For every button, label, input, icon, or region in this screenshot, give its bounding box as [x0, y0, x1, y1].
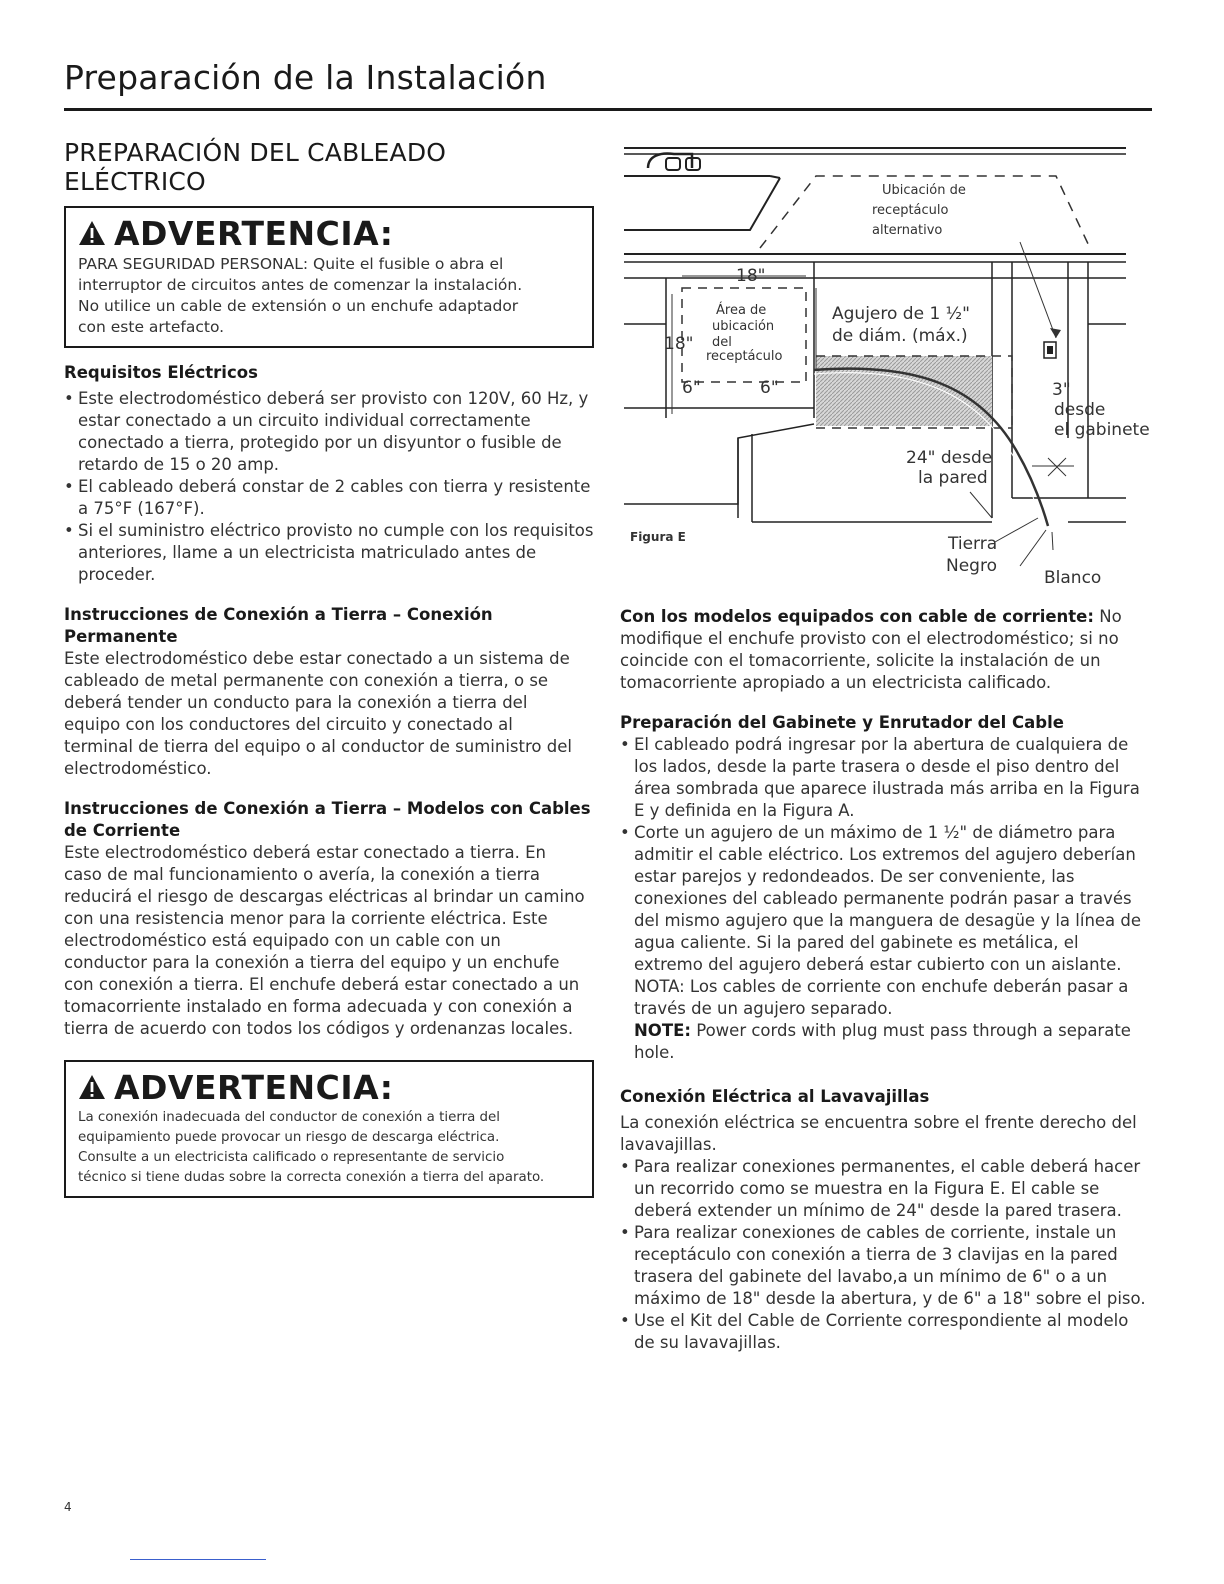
warning-triangle-icon — [78, 1074, 106, 1100]
warning-title: ADVERTENCIA: — [114, 1067, 394, 1107]
list-item: • Este electrodoméstico deberá ser provisto con 120V, 60 Hz, y estar conectado a un circuito individual correctamente conectado a tierra, protegido por un disyuntor o fusible de retardo de 15 o 20 amp. — [64, 388, 594, 476]
list-item: • El cableado podrá ingresar por la abertura de cualquiera de los lados, desde la parte trasera o desde el piso dentro del área sombrada que aparece ilustrada más arriba en la Figura E y definida en la Figura A. — [620, 734, 1150, 822]
dim-6-right: 6" — [760, 378, 779, 398]
conexion-heading: Conexión Eléctrica al Lavavajillas — [620, 1087, 930, 1106]
conexion-text: La conexión eléctrica se encuentra sobre el frente derecho del lavavajillas. — [620, 1113, 1137, 1154]
white-wire-label: Blanco — [1044, 568, 1102, 588]
warning-title: ADVERTENCIA: — [114, 213, 394, 253]
wall-distance-label-2: la pared — [918, 468, 988, 488]
list-item: • Para realizar conexiones de cables de corriente, instale un receptáculo con conexión a tierra de 3 clavijas en la pared trasera del gabinete del lavabo,a un mínimo de 6" o a un máximo de 18" desde la abertura, y de 6" a 18" sobre el piso. — [620, 1222, 1150, 1310]
alt-receptacle-label-2: receptáculo — [872, 203, 949, 218]
dim-6-left: 6" — [682, 378, 701, 398]
page-title: Preparación de la Instalación — [64, 58, 547, 97]
area-label-4: receptáculo — [706, 349, 783, 364]
area-label-1: Área de — [716, 303, 767, 318]
note-text: Power cords with plug must pass through a separate hole. — [634, 1021, 1131, 1062]
dim-18-side: 18" — [664, 334, 694, 354]
hole-label-1: Agujero de 1 ½" — [832, 304, 970, 324]
list-item: • Corte un agujero de un máximo de 1 ½" de diámetro para admitir el cable eléctrico. Los extremos del agujero deberían estar parejos y redondeados. De ser conveniente, las conexiones del cableado permanente podrán pasar a través del mismo agujero que la manguera de desagüe y la línea de agua caliente. Si la pared del gabinete es metálica, el extremo del agujero deberá estar cubierto con un aislante. NOTA: Los cables de corriente con enchufe deberán pasar a través de un agujero separado. — [620, 822, 1150, 1020]
area-label-2: ubicación — [712, 319, 775, 334]
modelos-lead: Con los modelos equipados con cable de corriente: — [620, 607, 1094, 626]
modelos-text: No modifique el enchufe provisto con el electrodoméstico; si no coincide con el tomacorriente, solicite la instalación de un tomacorriente apropiado a un electricista calificado. — [620, 607, 1122, 692]
figure-caption: Figura E — [630, 530, 686, 544]
conexion-list — [620, 1156, 1150, 1354]
warning-text: PARA SEGURIDAD PERSONAL: Quite el fusible o abra el interruptor de circuitos antes de comenzar la instalación. No utilice un cable de extensión o un enchufe adaptador con este artefacto. — [78, 255, 523, 336]
section-title: PREPARACIÓN DEL CABLEADO ELÉCTRICO — [64, 138, 447, 196]
warning-box-grounding — [64, 1060, 594, 1198]
cabinet-distance-label-3: el gabinete — [1054, 420, 1150, 440]
permanente-heading: Instrucciones de Conexión a Tierra – Conexión Permanente — [64, 605, 493, 646]
gabinete-list — [620, 734, 1150, 1020]
area-label-3: del — [712, 335, 732, 350]
wall-distance-label-1: 24" desde — [906, 448, 993, 468]
gabinete-note — [620, 1020, 1150, 1064]
alt-receptacle-label-1: Ubicación de — [882, 183, 966, 198]
black-wire-label: Negro — [946, 556, 997, 576]
alt-receptacle-label-3: alternativo — [872, 223, 943, 238]
list-item: • Use el Kit del Cable de Corriente correspondiente al modelo de su lavavajillas. — [620, 1310, 1150, 1354]
page-number: 4 — [64, 1500, 72, 1514]
warning-triangle-icon — [78, 220, 106, 246]
bottom-link-line — [130, 1559, 266, 1560]
gabinete-heading: Preparación del Gabinete y Enrutador del Cable — [620, 713, 1064, 732]
permanente-text: Este electrodoméstico debe estar conectado a un sistema de cableado de metal permanente con conexión a tierra, o se deberá tender un conducto para la conexión a tierra del equipo con los conductores del circuito y conectado al terminal de tierra del equipo o al conductor de suministro del electrodoméstico. — [64, 649, 572, 778]
left-column — [64, 138, 594, 1198]
figure-e-diagram — [620, 138, 1152, 598]
dim-18-top: 18" — [736, 266, 766, 286]
modelos-paragraph — [620, 606, 1150, 694]
cabinet-distance-label-2: desde — [1054, 400, 1106, 420]
requisitos-heading: Requisitos Eléctricos — [64, 363, 258, 382]
right-column — [620, 606, 1150, 1354]
cables-text: Este electrodoméstico deberá estar conectado a tierra. En caso de mal funcionamiento o avería, la conexión a tierra reducirá el riesgo de descargas eléctricas al brindar un camino con una resistencia menor para la corriente eléctrica. Este electrodoméstico está equipado con un cable con un conductor para la conexión a tierra del equipo y un enchufe con conexión a tierra. El enchufe deberá estar conectado a un tomacorriente instalado en forma adecuada y con conexión a tierra de acuerdo con todos los códigos y ordenanzas locales. — [64, 843, 585, 1038]
cabinet-distance-label-1: 3" — [1052, 380, 1071, 400]
title-divider — [64, 108, 1152, 111]
list-item: • Si el suministro eléctrico provisto no cumple con los requisitos anteriores, llame a un electricista matriculado antes de proceder. — [64, 520, 594, 586]
note-label: NOTE: — [634, 1021, 691, 1040]
hole-label-2: de diám. (máx.) — [832, 326, 968, 346]
warning-text: La conexión inadecuada del conductor de conexión a tierra del equipamiento puede provocar un riesgo de descarga eléctrica. Consulte a un electricista calificado o representante de servicio técnico si tiene dudas sobre la correcta conexión a tierra del aparato. — [78, 1110, 545, 1185]
list-item: • El cableado deberá constar de 2 cables con tierra y resistente a 75°F (167°F). — [64, 476, 594, 520]
cables-heading: Instrucciones de Conexión a Tierra – Modelos con Cables de Corriente — [64, 799, 591, 840]
warning-box-personal-safety — [64, 206, 594, 348]
ground-wire-label: Tierra — [948, 534, 998, 554]
list-item: • Para realizar conexiones permanentes, el cable deberá hacer un recorrido como se muestra en la Figura E. El cable se deberá extender un mínimo de 24" desde la pared trasera. — [620, 1156, 1150, 1222]
requisitos-list — [64, 388, 594, 586]
